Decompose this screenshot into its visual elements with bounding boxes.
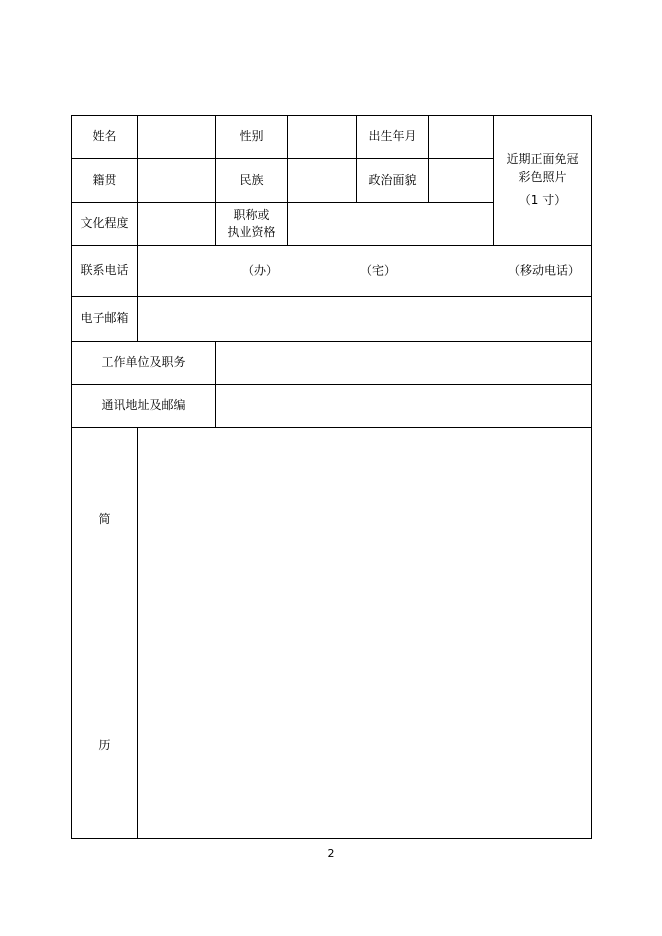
form-row-email	[72, 297, 592, 342]
address-field[interactable]	[216, 385, 592, 428]
resume-label-char1: 简	[98, 512, 111, 526]
gender-label: 性别	[216, 116, 288, 159]
name-field[interactable]	[138, 116, 216, 159]
name-label: 姓名	[72, 116, 138, 159]
native-place-field[interactable]	[138, 159, 216, 203]
registration-form-table	[71, 115, 592, 839]
native-place-label: 籍贯	[72, 159, 138, 203]
form-row-name	[72, 116, 592, 159]
ethnicity-field[interactable]	[288, 159, 357, 203]
photo-instruction-line2: 彩色照片	[518, 169, 567, 184]
resume-label-char2: 历	[98, 738, 111, 752]
birth-date-label: 出生年月	[357, 116, 429, 159]
resume-field[interactable]	[138, 428, 592, 839]
professional-title-label	[216, 203, 288, 246]
phone-field[interactable]	[138, 246, 592, 297]
phone-home-label: （宅）	[360, 263, 397, 278]
education-label: 文化程度	[72, 203, 138, 246]
work-unit-label: 工作单位及职务	[72, 342, 216, 385]
phone-label: 联系电话	[72, 246, 138, 297]
professional-title-field[interactable]	[288, 203, 494, 246]
photo-size-note: （1 寸）	[518, 193, 567, 208]
education-field[interactable]	[138, 203, 216, 246]
work-unit-field[interactable]	[216, 342, 592, 385]
phone-mobile-label: （移动电话）	[508, 263, 581, 278]
photo-instruction-line1: 近期正面免冠	[506, 152, 579, 167]
form-row-address	[72, 385, 592, 428]
photo-placeholder[interactable]	[494, 116, 592, 246]
political-status-field[interactable]	[429, 159, 494, 203]
ethnicity-label: 民族	[216, 159, 288, 203]
email-label: 电子邮箱	[72, 297, 138, 342]
professional-title-label-line2: 执业资格	[227, 225, 276, 239]
birth-date-field[interactable]	[429, 116, 494, 159]
phone-office-label: （办）	[242, 263, 279, 278]
form-row-phone	[72, 246, 592, 297]
gender-field[interactable]	[288, 116, 357, 159]
address-label: 通讯地址及邮编	[72, 385, 216, 428]
professional-title-label-line1: 职称或	[233, 207, 270, 222]
resume-label	[72, 428, 138, 839]
page-number: 2	[327, 847, 335, 860]
political-status-label: 政治面貌	[357, 159, 429, 203]
form-row-resume	[72, 428, 592, 839]
email-field[interactable]	[138, 297, 592, 342]
form-row-work	[72, 342, 592, 385]
